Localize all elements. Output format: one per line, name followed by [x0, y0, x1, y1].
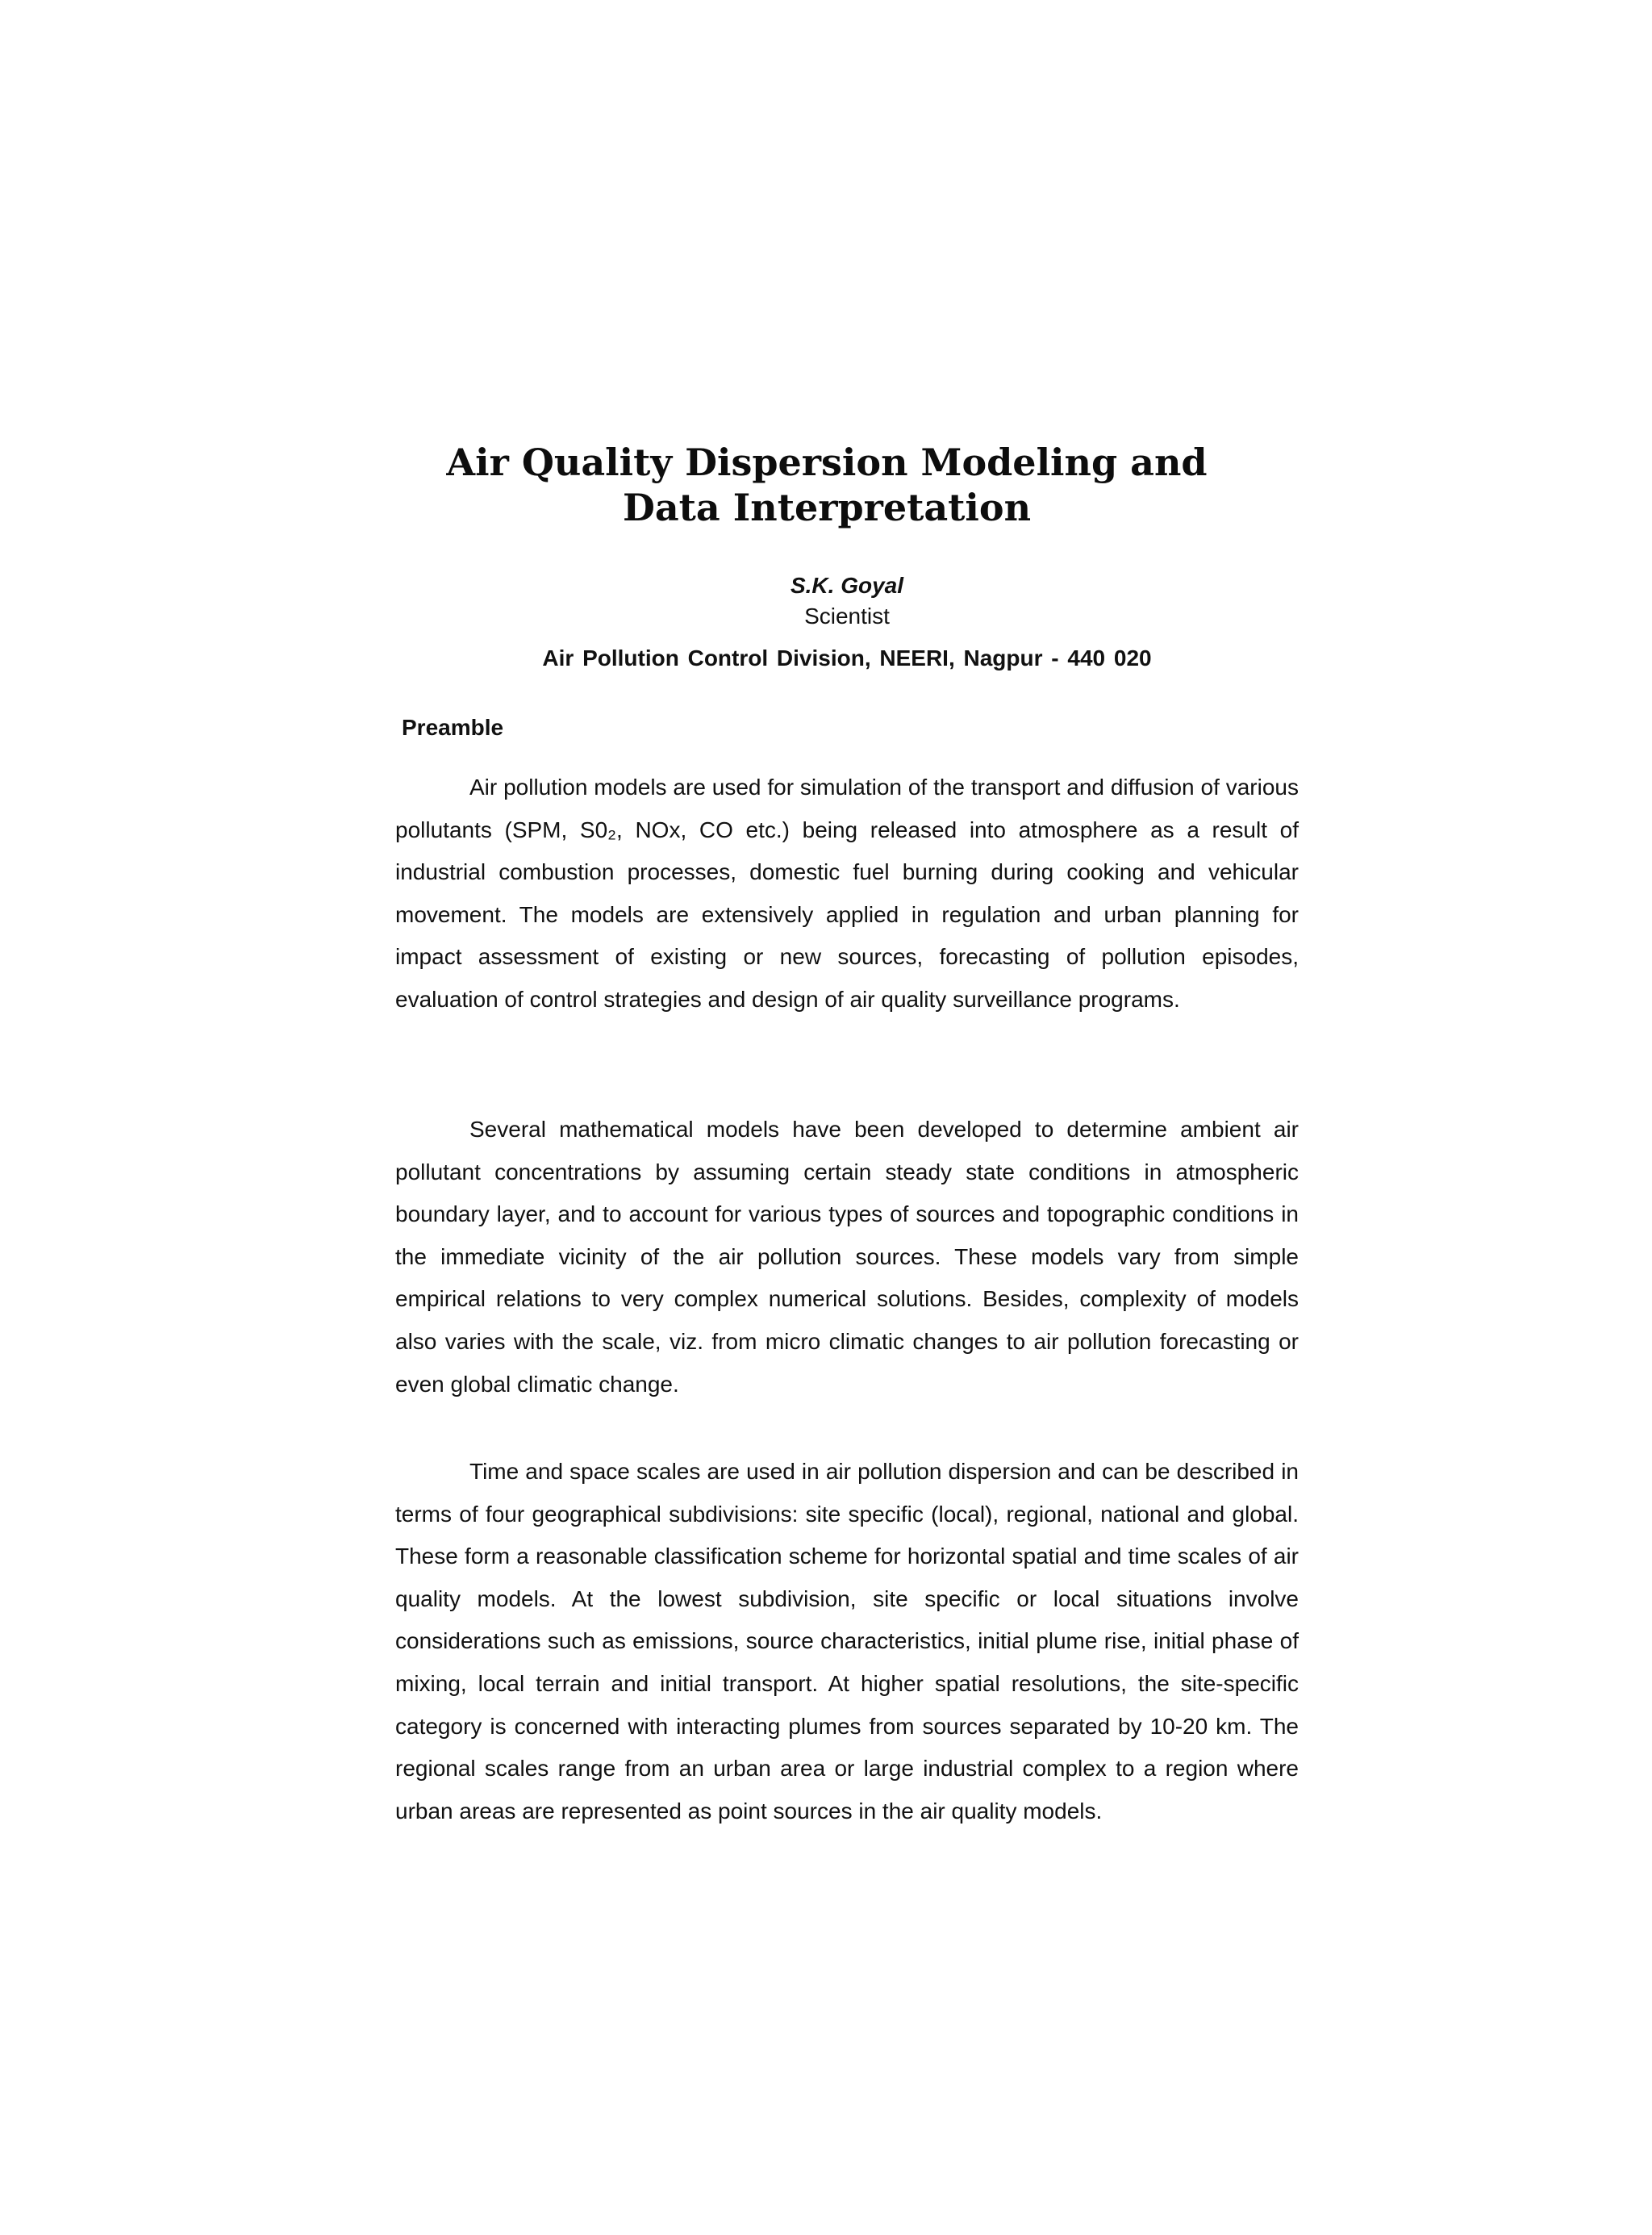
- author-affiliation: Air Pollution Control Division, NEERI, Nagpur - 440 020: [542, 645, 1152, 670]
- author-role: Scientist: [804, 604, 890, 629]
- author-name: S.K. Goyal: [790, 573, 904, 598]
- title-line-1: Air Quality Dispersion Modeling and: [446, 441, 1208, 484]
- title-line-2: Data Interpretation: [622, 486, 1032, 529]
- paragraph-3: Time and space scales are used in air pollution dispersion and can be described in terms of four geographical subdivisions: site specific (local), regional, national and global. These form a reasonable classification scheme for horizontal spatial and time scales of air quality models. At the lowest subdivision, site specific or local situations involve considerations such as emissions, source characteristics, initial plume rise, initial phase of mixing, local terrain and initial transport. At higher spatial resolutions, the site-specific category is concerned with interacting plumes from sources separated by 10-20 km. The regional scales range from an urban area or large industrial complex to a region where urban areas are represented as point sources in the air quality models.: [395, 1459, 1299, 1824]
- paper-title: [323, 440, 1331, 530]
- paragraph-1: Air pollution models are used for simulation of the transport and diffusion of various pollutants (SPM, S0₂, NOx, CO etc.) being released into atmosphere as a result of industrial combustion processes, domestic fuel burning during cooking and vehicular movement. The models are extensively applied in regulation and urban planning for impact assessment of existing or new sources, forecasting of pollution episodes, evaluation of control strategies and design of air quality surveillance programs.: [395, 775, 1299, 1012]
- section-heading-preamble: Preamble: [402, 715, 504, 740]
- paragraph-2: Several mathematical models have been developed to determine ambient air pollutant concentrations by assuming certain steady state conditions in atmospheric boundary layer, and to account for various types of sources and topographic conditions in the immediate vicinity of the air pollution sources. These models vary from simple empirical relations to very complex numerical solutions. Besides, complexity of models also varies with the scale, viz. from micro climatic changes to air pollution forecasting or even global climatic change.: [395, 1117, 1299, 1397]
